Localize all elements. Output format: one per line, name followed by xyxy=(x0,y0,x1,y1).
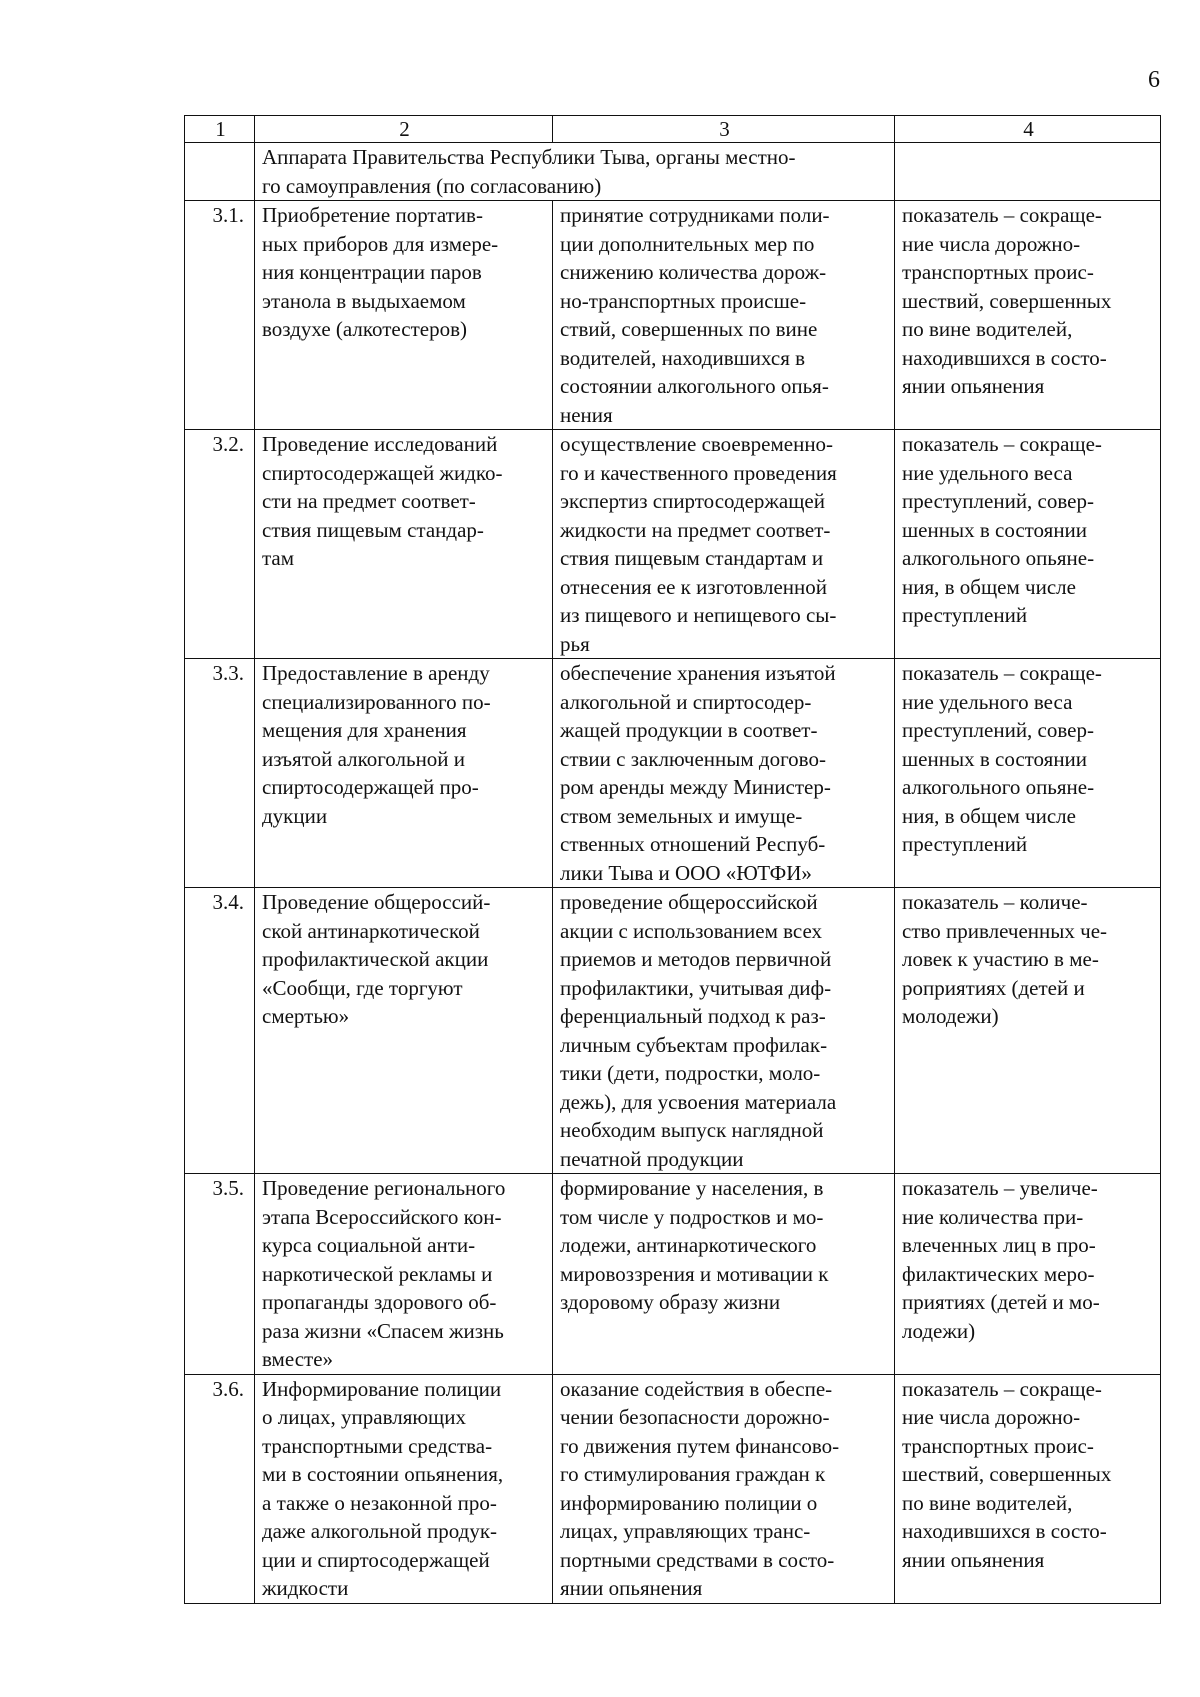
measure-cell: Информирование полиции о лицах, управляющих транспортными средства- ми в состоянии опьянения, а также о незаконной про- даже алкогольной продук- ции и спиртосодержащей жидкости xyxy=(255,1374,553,1603)
expected-result-cell: оказание содействия в обеспе- чении безопасности дорожно- го движения путем финансово- го стимулирования граждан к информированию полиции о лицах, управляющих транс- портными средствами в состо- янии опьянения xyxy=(553,1374,895,1603)
indicator-cell: показатель – сокраще- ние числа дорожно- транспортных проис- шествий, совершенных по вине водителей, находившихся в состо- янии опьянения xyxy=(895,201,1161,430)
row-number: 3.1. xyxy=(185,201,255,430)
table-row xyxy=(185,659,1161,888)
expected-result-cell: формирование у населения, в том числе у подростков и мо- лодежи, антинаркотического мировоззрения и мотивации к здоровому образу жизни xyxy=(553,1174,895,1375)
row-number: 3.2. xyxy=(185,430,255,659)
table-row xyxy=(185,430,1161,659)
column-header-3: 3 xyxy=(553,116,895,143)
indicator-cell: показатель – увеличе- ние количества при- влеченных лиц в про- филактических меро- приятиях (детей и мо- лодежи) xyxy=(895,1174,1161,1375)
indicator-cell: показатель – количе- ство привлеченных че- ловек к участию в ме- роприятиях (детей и молодежи) xyxy=(895,888,1161,1174)
table-body xyxy=(185,116,1161,1604)
measure-cell: Проведение регионального этапа Всероссийского кон- курса социальной анти- наркотической рекламы и пропаганды здорового об- раза жизни «Спасем жизнь вместе» xyxy=(255,1174,553,1375)
column-header-1: 1 xyxy=(185,116,255,143)
continuation-text: Аппарата Правительства Республики Тыва, органы местно- го самоуправления (по согласованию) xyxy=(255,143,895,201)
row-number: 3.6. xyxy=(185,1374,255,1603)
continuation-row xyxy=(185,143,1161,201)
indicator-cell: показатель – сокраще- ние числа дорожно- транспортных проис- шествий, совершенных по вине водителей, находившихся в состо- янии опьянения xyxy=(895,1374,1161,1603)
header-row xyxy=(185,116,1161,143)
measure-cell: Проведение исследований спиртосодержащей жидко- сти на предмет соответ- ствия пищевым стандар- там xyxy=(255,430,553,659)
page-number: 6 xyxy=(1148,67,1160,93)
expected-result-cell: обеспечение хранения изъятой алкогольной и спиртосодер- жащей продукции в соответ- ствии с заключенным догово- ром аренды между Министер- ством земельных и имуще- ственных отношений Респуб- лики Тыва и ООО «ЮТФИ» xyxy=(553,659,895,888)
continuation-empty-cell xyxy=(895,143,1161,201)
row-number: 3.5. xyxy=(185,1174,255,1375)
expected-result-cell: проведение общероссийской акции с использованием всех приемов и методов первичной профилактики, учитывая диф- ференциальный подход к раз- личным субъектам профилак- тики (дети, подростки, моло- дежь), для усвоения материала необходим выпуск наглядной печатной продукции xyxy=(553,888,895,1174)
row-number: 3.4. xyxy=(185,888,255,1174)
continuation-num-cell xyxy=(185,143,255,201)
indicator-cell: показатель – сокраще- ние удельного веса преступлений, совер- шенных в состоянии алкогольного опьяне- ния, в общем числе преступлений xyxy=(895,430,1161,659)
measure-cell: Приобретение портатив- ных приборов для измере- ния концентрации паров этанола в выдыхаемом воздухе (алкотестеров) xyxy=(255,201,553,430)
table-row xyxy=(185,1174,1161,1375)
column-header-2: 2 xyxy=(255,116,553,143)
measure-cell: Проведение общероссий- ской антинаркотической профилактической акции «Сообщи, где торгуют смертью» xyxy=(255,888,553,1174)
measure-cell: Предоставление в аренду специализированного по- мещения для хранения изъятой алкогольной и спиртосодержащей про- дукции xyxy=(255,659,553,888)
measures-table xyxy=(184,115,1161,1604)
row-number: 3.3. xyxy=(185,659,255,888)
expected-result-cell: осуществление своевременно- го и качественного проведения экспертиз спиртосодержащей жидкости на предмет соответ- ствия пищевым стандартам и отнесения ее к изготовленной из пищевого и непищевого сы- рья xyxy=(553,430,895,659)
table-row xyxy=(185,888,1161,1174)
expected-result-cell: принятие сотрудниками поли- ции дополнительных мер по снижению количества дорож- но-транспортных происше- ствий, совершенных по вине водителей, находившихся в состоянии алкогольного опья- нения xyxy=(553,201,895,430)
column-header-4: 4 xyxy=(895,116,1161,143)
table-row xyxy=(185,201,1161,430)
table-row xyxy=(185,1374,1161,1603)
indicator-cell: показатель – сокраще- ние удельного веса преступлений, совер- шенных в состоянии алкогольного опьяне- ния, в общем числе преступлений xyxy=(895,659,1161,888)
